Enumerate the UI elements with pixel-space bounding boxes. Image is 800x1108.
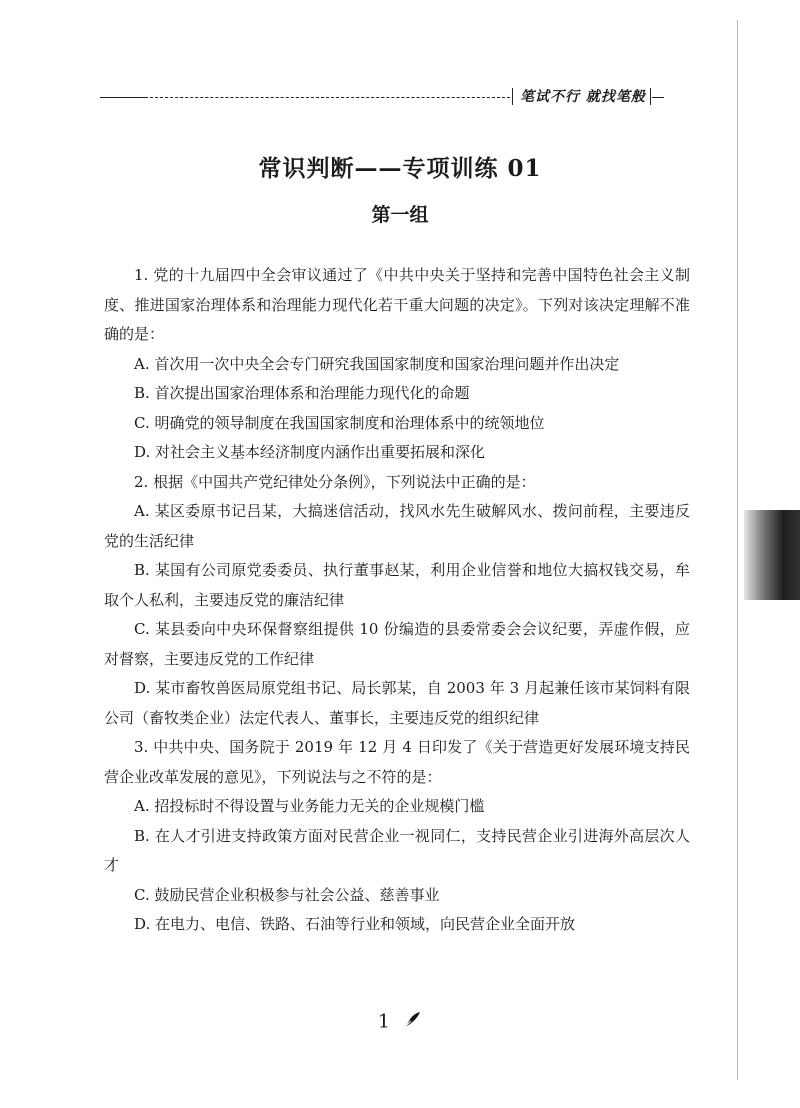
option-d: D. 某市畜牧兽医局原党组书记、局长郭某，自 2003 年 3 月起兼任该市某饲料有限公司（畜牧类企业）法定代表人、董事长，主要违反党的组织纪律 — [104, 679, 690, 727]
page-number: 1 — [377, 1010, 391, 1033]
header-divider — [650, 88, 651, 105]
question-stem: 3. 中共中央、国务院于 2019 年 12 月 4 日印发了《关于营造更好发展环境支持民营企业改革发展的意见》，下列说法与之不符的是： — [104, 738, 690, 786]
question-1 — [104, 261, 690, 468]
option-a: A. 招投标时不得设置与业务能力无关的企业规模门槛 — [134, 797, 485, 815]
header-rule — [150, 97, 510, 98]
question-stem: 1. 党的十九届四中全会审议通过了《中共中央关于坚持和完善中国特色社会主义制度、推进国家治理体系和治理能力现代化若干重大问题的决定》。下列对该决定理解不准确的是： — [104, 266, 690, 343]
option-a: A. 某区委原书记吕某，大搞迷信活动，找风水先生破解风水、拨问前程，主要违反党的生活纪律 — [104, 502, 690, 550]
option-d: D. 对社会主义基本经济制度内涵作出重要拓展和深化 — [134, 443, 486, 461]
option-c: C. 鼓励民营企业积极参与社会公益、慈善事业 — [134, 885, 440, 904]
option-c: C. 某县委向中央环保督察组提供 10 份编造的县委常委会会议纪要，弄虚作假，应对督察，主要违反党的工作纪律 — [104, 620, 690, 668]
header-divider — [512, 88, 513, 105]
question-list — [104, 261, 690, 940]
question-stem: 2. 根据《中国共产党纪律处分条例》，下列说法中正确的是： — [134, 472, 536, 491]
question-3 — [104, 733, 690, 940]
header-rule-left — [100, 97, 148, 98]
group-heading: 第一组 — [371, 204, 429, 226]
header-rule-right — [652, 97, 664, 98]
option-c: C. 明确党的领导制度在我国国家制度和治理体系中的统领地位 — [134, 413, 545, 432]
option-b: B. 在人才引进支持政策方面对民营企业一视同仁，支持民营企业引进海外高层次人才 — [104, 826, 690, 874]
header-slogan: 笔试不行 就找笔般 — [520, 89, 646, 105]
option-b: B. 某国有公司原党委委员、执行董事赵某，利用企业信誉和地位大搞权钱交易，牟取个人私利，主要违反党的廉洁纪律 — [104, 561, 690, 609]
quill-pen-icon — [402, 1010, 422, 1035]
scan-shadow — [744, 510, 800, 600]
option-b: B. 首次提出国家治理体系和治理能力现代化的命题 — [134, 384, 470, 402]
option-a: A. 首次用一次中央全会专门研究我国国家制度和国家治理问题并作出决定 — [134, 354, 620, 373]
question-2 — [104, 468, 690, 734]
page-footer — [0, 1010, 800, 1035]
page-title: 常识判断——专项训练 01 — [258, 155, 542, 182]
option-d: D. 在电力、电信、铁路、石油等行业和领域，向民营企业全面开放 — [134, 915, 576, 933]
